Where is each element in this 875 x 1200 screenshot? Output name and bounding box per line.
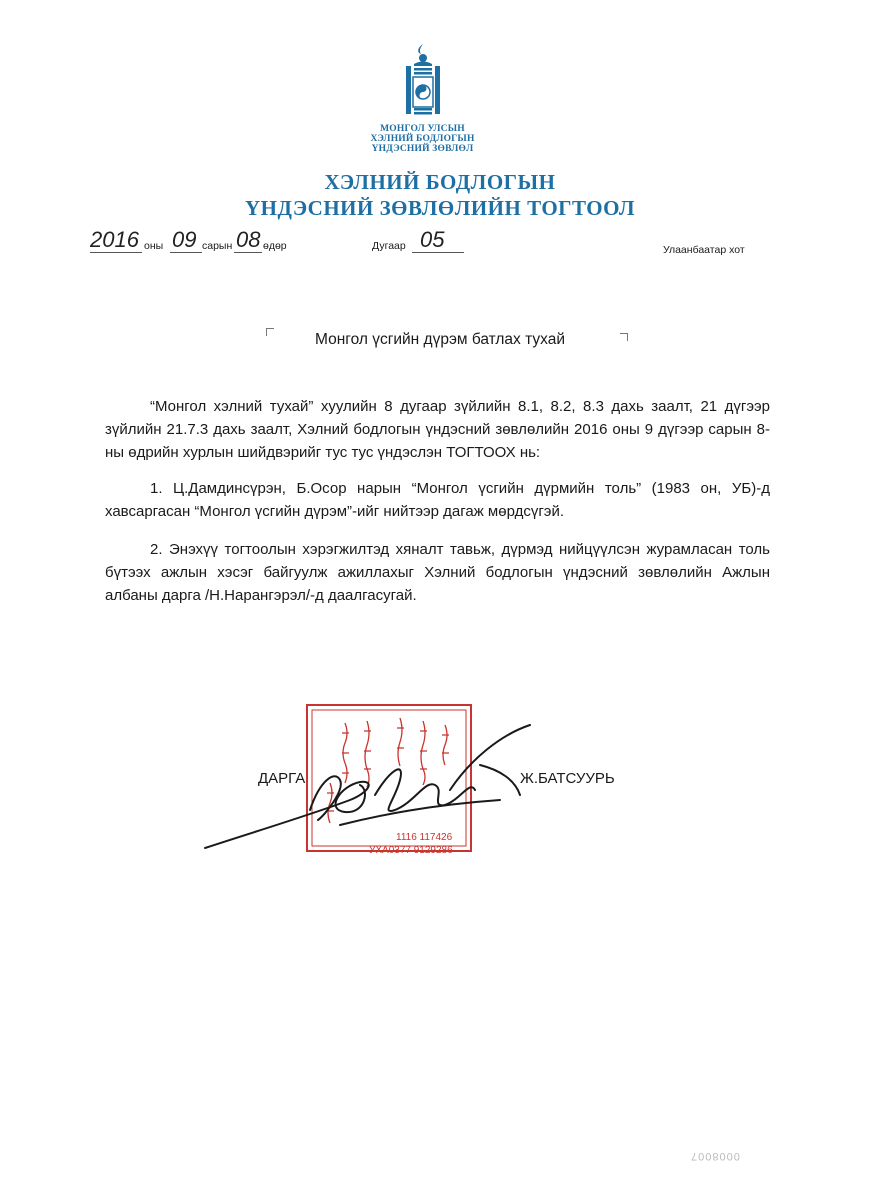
resolution-item-2: 2. Энэхүү тогтоолын хэрэгжилтэд хяналт тавьж, дүрмэд нийцүүлсэн журамласан толь бүтээх ажлын хэсэг байгуулж ажиллахыг Хэлний бодлогын үндэсний зөвлөлийн Ажлын албаны дарга /Н.Нарангэрэл/-д даалгасугай.: [105, 541, 770, 604]
signatory-name: Ж.БАТСУУРЬ: [520, 770, 615, 787]
city-name: Улаанбаатар хот: [663, 244, 745, 256]
month-suffix: сарын: [202, 240, 233, 252]
document-title-line-1: ХЭЛНИЙ БОДЛОГЫН: [324, 170, 556, 194]
date-month: 09: [172, 227, 197, 252]
date-year: 2016: [90, 227, 139, 252]
soyombo-emblem-icon: [403, 44, 443, 124]
document-number: 05: [420, 227, 445, 252]
day-underline: [234, 252, 262, 253]
resolution-item-1: 1. Ц.Дамдинсүрэн, Б.Осор нарын “Монгол үсгийн дүрмийн толь” (1983 он, УБ)-д хавсаргасан “Монгол үсгийн дүрэм”-ийг нийтээр дагаж мөрдсүгэй.: [105, 480, 770, 520]
number-label: Дугаар: [372, 240, 406, 252]
signatory-title: ДАРГА: [258, 770, 306, 787]
number-underline: [412, 252, 464, 253]
date-day: 08: [236, 227, 261, 252]
day-suffix: өдөр: [263, 240, 287, 252]
intro-paragraph: “Монгол хэлний тухай” хуулийн 8 дугаар зүйлийн 8.1, 8.2, 8.3 дахь заалт, 21 дүгээр зүйлийн 21.7.3 дахь заалт, Хэлний бодлогын үндэсний зөвлөлийн 2016 оны 9 дүгээр сарын 8-ны өдрийн хурлын шийдвэрийг тус тус үндэслэн ТОГТООХ нь:: [105, 398, 770, 461]
stamp-number-1: 1116 117426: [396, 832, 453, 843]
org-name-line-2: ХЭЛНИЙ БОДЛОГЫН: [370, 134, 475, 144]
document-subject: Монгол үсгийн дүрэм батлах тухай: [315, 331, 565, 348]
document-title-line-2: ҮНДЭСНИЙ ЗӨВЛӨЛИЙН ТОГТООЛ: [244, 196, 636, 220]
month-underline: [170, 252, 202, 253]
year-suffix: оны: [144, 240, 164, 252]
year-underline: [90, 252, 142, 253]
footer-serial-number: 0008007: [690, 1150, 740, 1162]
stamp-number-2: УХА0377 9129286: [369, 845, 453, 856]
org-name-line-3: ҮНДЭСНИЙ ЗӨВЛӨЛ: [371, 144, 474, 154]
handwritten-signature: [200, 720, 535, 855]
org-name-line-1: МОНГОЛ УЛСЫН: [380, 124, 465, 134]
